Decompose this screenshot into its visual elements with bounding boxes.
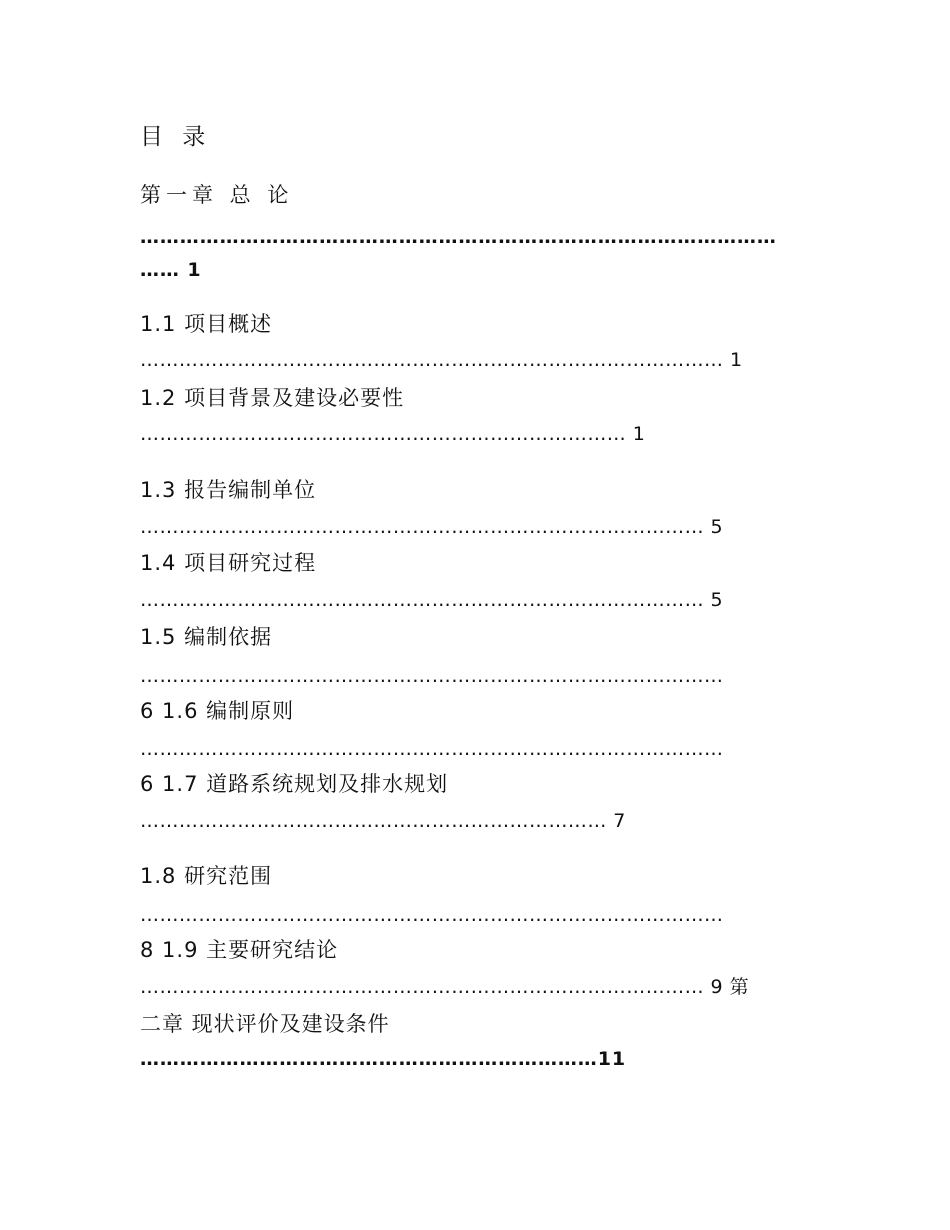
toc-chapter-2-leader: ……………………………………………………………11: [140, 1048, 626, 1070]
toc-entry-1-1[interactable]: 1.1 项目概述: [140, 312, 273, 336]
toc-entry-1-2-leader: ………………………………………………………………… 1: [140, 423, 646, 445]
toc-entry-1-4-leader: …………………………………………………………………………… 5: [140, 589, 724, 611]
toc-entry-1-8[interactable]: 1.8 研究范围: [140, 864, 273, 888]
toc-entry-1-6-leader: ………………………………………………………………………………: [140, 738, 724, 760]
toc-entry-1-2[interactable]: 1.2 项目背景及建设必要性: [140, 386, 405, 410]
toc-chapter-1-page: …… 1: [140, 259, 202, 281]
toc-entry-1-5-leader: ………………………………………………………………………………: [140, 665, 724, 687]
toc-entry-1-4[interactable]: 1.4 项目研究过程: [140, 551, 317, 575]
toc-entry-1-5[interactable]: 1.5 编制依据: [140, 625, 273, 649]
toc-entry-1-3[interactable]: 1.3 报告编制单位: [140, 478, 317, 502]
toc-entry-1-9[interactable]: 8 1.9 主要研究结论: [140, 938, 339, 962]
toc-chapter-1-leader: ……………………………………………………………………………………: [140, 226, 777, 248]
toc-chapter-2-heading[interactable]: 二章 现状评价及建设条件: [140, 1012, 390, 1036]
toc-entry-1-7[interactable]: 6 1.7 道路系统规划及排水规划: [140, 772, 449, 796]
toc-entry-1-8-leader: ………………………………………………………………………………: [140, 904, 724, 926]
toc-entry-1-6[interactable]: 6 1.6 编制原则: [140, 699, 295, 723]
toc-entry-1-1-leader: ……………………………………………………………………………… 1: [140, 349, 743, 371]
toc-entry-1-3-leader: …………………………………………………………………………… 5: [140, 516, 724, 538]
toc-entry-1-9-leader: …………………………………………………………………………… 9 第: [140, 976, 750, 998]
toc-entry-1-7-leader: ……………………………………………………………… 7: [140, 810, 626, 832]
toc-title: 目 录: [140, 124, 212, 150]
toc-chapter-1-heading[interactable]: 第一章 总 论: [140, 183, 294, 207]
